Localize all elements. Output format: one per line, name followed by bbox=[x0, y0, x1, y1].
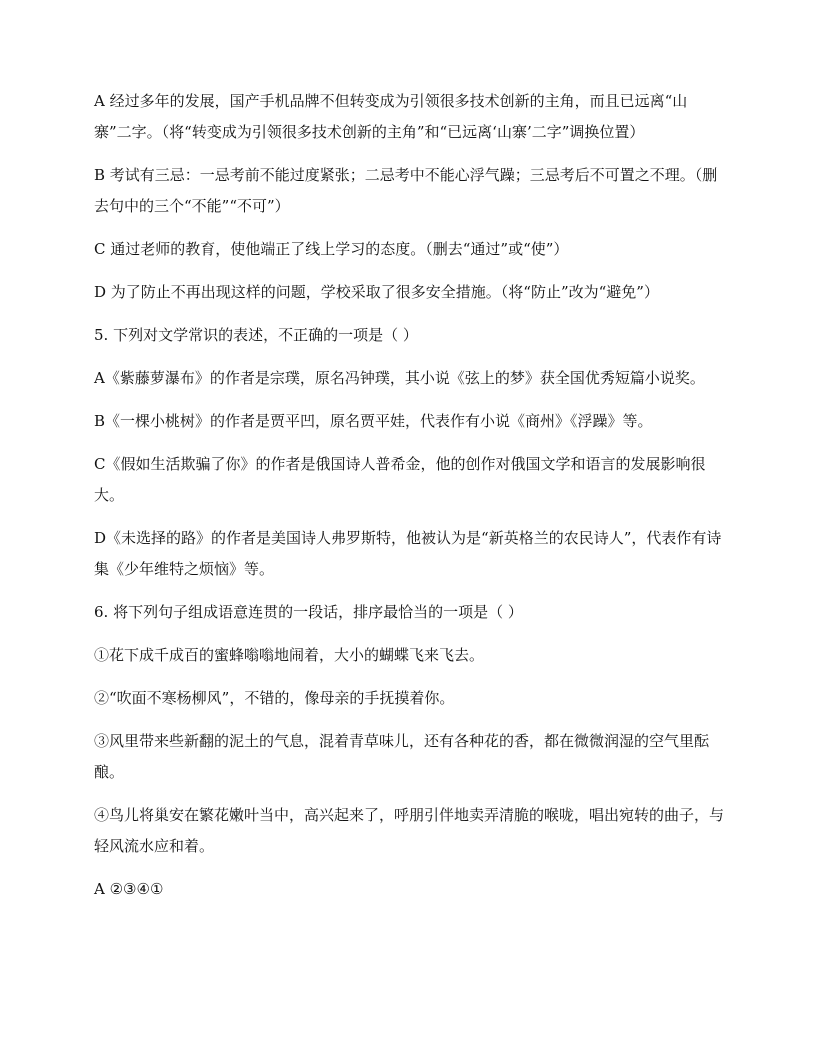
option-a-q4: A 经过多年的发展，国产手机品牌不但转变成为引领很多技术创新的主角，而且已远离“山寨”二字。（将“转变成为引领很多技术创新的主角”和“已远离‘山寨’二字”调换位置） bbox=[94, 92, 688, 141]
option-a-q5: A《紫藤萝瀑布》的作者是宗璞，原名冯钟璞，其小说《弦上的梦》获全国优秀短篇小说奖。 bbox=[94, 369, 705, 387]
option-c-q5: C《假如生活欺骗了你》的作者是俄国诗人普希金，他的创作对俄国文学和语言的发展影响很大。 bbox=[94, 455, 706, 504]
option-a-q6: A ②③④① bbox=[94, 880, 164, 898]
sentence-2: ②“吹面不寒杨柳风”，不错的，像母亲的手抚摸着你。 bbox=[94, 689, 455, 707]
sentence-1: ①花下成千成百的蜜蜂嗡嗡地闹着，大小的蝴蝶飞来飞去。 bbox=[94, 646, 485, 664]
option-d-q5: D《未选择的路》的作者是美国诗人弗罗斯特，他被认为是“新英格兰的农民诗人”，代表作有诗集《少年维特之烦恼》等。 bbox=[94, 529, 722, 578]
document-page bbox=[94, 86, 724, 917]
option-d-q4: D 为了防止不再出现这样的问题，学校采取了很多安全措施。（将“防止”改为“避免”） bbox=[94, 283, 659, 301]
option-b-q5: B《一棵小桃树》的作者是贾平凹，原名贾平娃，代表作有小说《商州》《浮躁》等。 bbox=[94, 412, 653, 430]
question-5: 5. 下列对文学常识的表述，不正确的一项是（ ） bbox=[94, 326, 418, 344]
option-c-q4: C 通过老师的教育，使他端正了线上学习的态度。（删去“通过”或“使”） bbox=[94, 240, 569, 258]
sentence-4: ④鸟儿将巢安在繁花嫩叶当中，高兴起来了，呼朋引伴地卖弄清脆的喉咙，唱出宛转的曲子，与轻风流水应和着。 bbox=[94, 806, 725, 855]
option-b-q4: B 考试有三忌：一忌考前不能过度紧张；二忌考中不能心浮气躁；三忌考后不可置之不理。（删去句中的三个“不能”“不可”） bbox=[94, 166, 718, 215]
sentence-3: ③风里带来些新翻的泥土的气息，混着青草味儿，还有各种花的香，都在微微润湿的空气里酝酿。 bbox=[94, 732, 710, 781]
question-6: 6. 将下列句子组成语意连贯的一段话，排序最恰当的一项是（ ） bbox=[94, 603, 523, 621]
